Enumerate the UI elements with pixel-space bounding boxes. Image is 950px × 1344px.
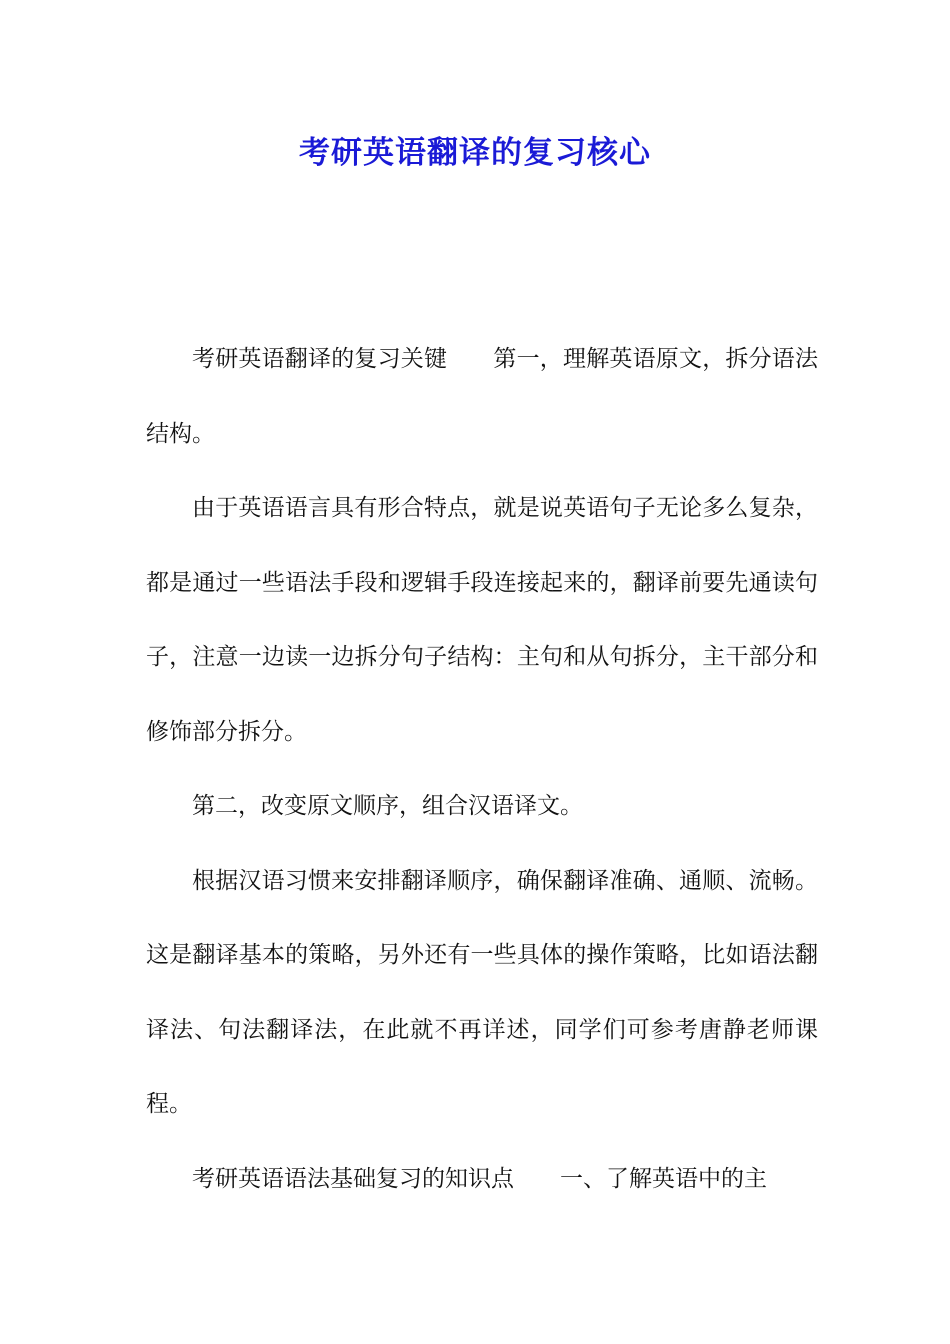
paragraph-4: 根据汉语习惯来安排翻译顺序，确保翻译准确、通顺、流畅。这是翻译基本的策略，另外还有一些具体的操作策略，比如语法翻译法、句法翻译法，在此就不再详述，同学们可参考唐静老师课程。: [146, 867, 818, 1117]
paragraph-5-heading: 考研英语语法基础复习的知识点: [192, 1165, 514, 1192]
paragraph-5-text: 一、了解英语中的主: [560, 1165, 767, 1192]
document-body: [146, 322, 818, 1216]
paragraph-3: 第二，改变原文顺序，组合汉语译文。: [192, 793, 583, 819]
paragraph-1: [146, 322, 818, 471]
document-title: 考研英语翻译的复习核心: [299, 135, 651, 171]
paragraph-2: 由于英语语言具有形合特点，就是说英语句子无论多么复杂，都是通过一些语法手段和逻辑手段连接起来的，翻译前要先通读句子，注意一边读一边拆分句子结构：主句和从句拆分，主干部分和修饰部分拆分。: [146, 495, 818, 745]
paragraph-5: [146, 1142, 818, 1217]
paragraph-1-text: 第一，理解英语原文，拆分语法结构。: [146, 346, 819, 447]
paragraph-1-heading: 考研英语翻译的复习关键: [192, 346, 448, 372]
